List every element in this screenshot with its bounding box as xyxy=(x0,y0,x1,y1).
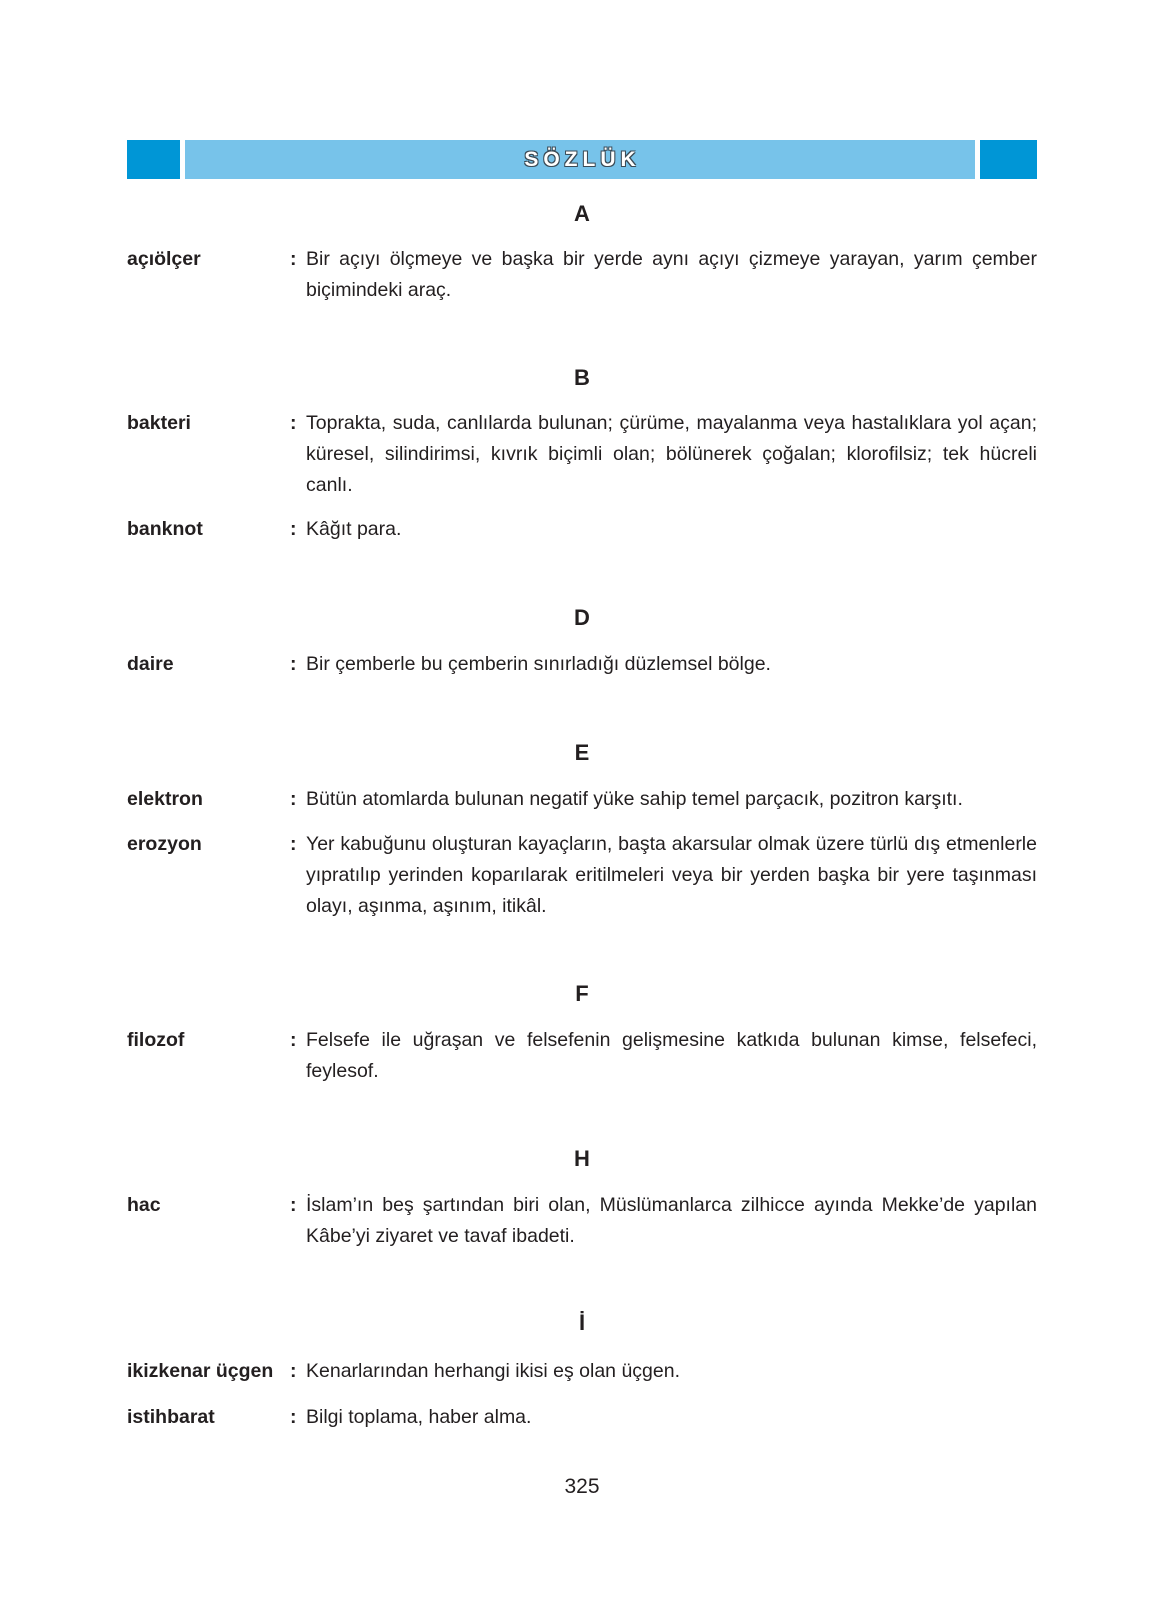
entry-colon: : xyxy=(290,412,297,434)
section-letter-f: F xyxy=(575,981,589,1006)
entry-term: istihbarat xyxy=(127,1406,215,1428)
entry-definition: Yer kabuğunu oluşturan kayaçların, başta akarsular olmak üzere türlü dış etmenlerle yıpratılıp yerinden koparılarak eritilmeleri veya bir yerden başka bir yere taşınması olayı, aşınma, aşınım, itikâl. xyxy=(306,833,1037,917)
entry-definition: Kâğıt para. xyxy=(306,518,402,540)
header-block-left xyxy=(127,140,180,179)
section-letter-d: D xyxy=(574,605,590,630)
entry-term: banknot xyxy=(127,518,203,540)
entry-definition: Bütün atomlarda bulunan negatif yüke sahip temel parçacık, pozitron karşıtı. xyxy=(306,788,963,810)
section-letter-e: E xyxy=(574,740,590,765)
section-letter-a: A xyxy=(574,201,590,226)
glossary-entry xyxy=(127,829,1037,922)
entry-colon: : xyxy=(290,1406,297,1428)
entry-definition: Bir açıyı ölçmeye ve başka bir yerde aynı açıyı çizmeye yarayan, yarım çember biçimindeki araç. xyxy=(306,248,1037,301)
entry-term: filozof xyxy=(127,1029,185,1051)
glossary-entry xyxy=(127,514,1037,545)
entry-term: erozyon xyxy=(127,833,202,855)
glossary-entry xyxy=(127,408,1037,501)
glossary-entry xyxy=(127,1025,1037,1087)
glossary-entry xyxy=(127,244,1037,306)
entry-term: daire xyxy=(127,653,174,675)
entry-term: elektron xyxy=(127,788,203,810)
entry-definition: Bir çemberle bu çemberin sınırladığı düzlemsel bölge. xyxy=(306,653,771,675)
entry-definition: Bilgi toplama, haber alma. xyxy=(306,1406,532,1428)
entry-definition: İslam’ın beş şartından biri olan, Müslümanlarca zilhicce ayında Mekke’de yapılan Kâbe’yi ziyaret ve tavaf ibadeti. xyxy=(306,1194,1037,1247)
section-letter-h: H xyxy=(574,1146,590,1171)
entry-colon: : xyxy=(290,1029,297,1051)
entry-term: açıölçer xyxy=(127,248,201,270)
glossary-entry xyxy=(127,784,1037,815)
entry-term: ikizkenar üçgen xyxy=(127,1360,274,1382)
header-block-right xyxy=(980,140,1037,179)
entry-definition: Toprakta, suda, canlılarda bulunan; çürüme, mayalanma veya hastalıklara yol açan; küresel, silindirimsi, kıvrık biçimli olan; bölünerek çoğalan; klorofilsiz; tek hücreli canlı. xyxy=(306,412,1037,496)
entry-term: bakteri xyxy=(127,412,191,434)
entry-colon: : xyxy=(290,518,297,540)
page-number: 325 xyxy=(564,1475,600,1498)
glossary-entry xyxy=(127,649,1037,680)
entry-colon: : xyxy=(290,1194,297,1216)
entry-colon: : xyxy=(290,788,297,810)
entry-definition: Kenarlarından herhangi ikisi eş olan üçgen. xyxy=(306,1360,680,1382)
entry-colon: : xyxy=(290,1360,297,1382)
section-letter-b: B xyxy=(574,365,590,390)
entry-colon: : xyxy=(290,833,297,855)
glossary-entry xyxy=(127,1402,1037,1433)
header-title-band xyxy=(185,140,975,179)
glossary-entry xyxy=(127,1190,1037,1252)
page-title: SÖZLÜK xyxy=(524,147,641,171)
glossary-entry xyxy=(127,1356,1037,1387)
entry-term: hac xyxy=(127,1194,161,1216)
entry-colon: : xyxy=(290,653,297,675)
header-bar xyxy=(127,140,1037,179)
entry-definition: Felsefe ile uğraşan ve felsefenin gelişmesine katkıda bulunan kimse, felsefeci, feylesof. xyxy=(306,1029,1037,1082)
section-letter-i: İ xyxy=(578,1310,586,1335)
entry-colon: : xyxy=(290,248,297,270)
